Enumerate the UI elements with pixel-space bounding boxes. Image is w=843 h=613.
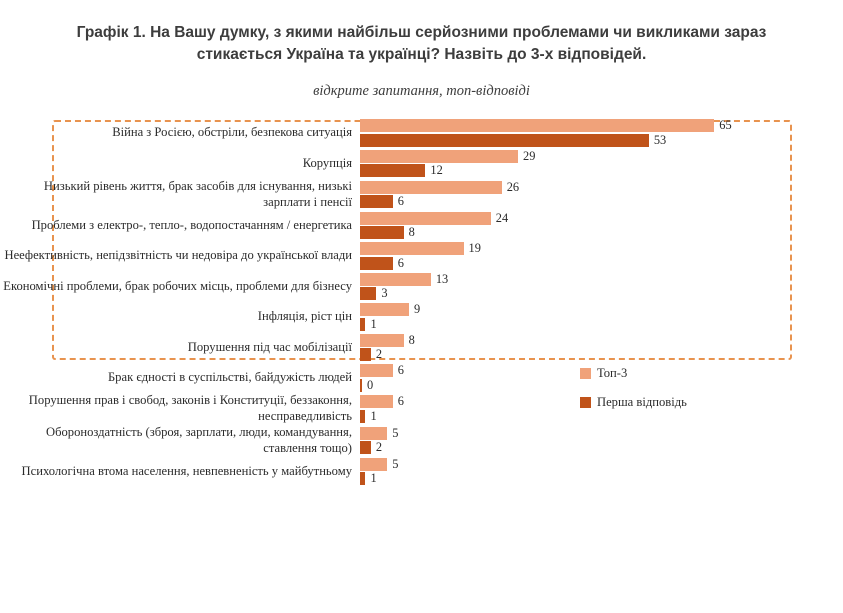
legend-label-first: Перша відповідь <box>597 394 687 409</box>
bar-group <box>360 210 843 241</box>
bar-value-label: 6 <box>397 255 404 270</box>
legend-swatch-first <box>580 397 591 408</box>
category-label: Проблеми з електро-, тепло-, водопостачанням / енергетика <box>31 217 352 232</box>
bar-group <box>360 118 843 149</box>
chart-row <box>0 241 843 272</box>
category-label: Корупція <box>302 155 352 170</box>
bar-top3 <box>360 273 431 286</box>
bar-line <box>360 226 843 239</box>
bar-group <box>360 179 843 210</box>
category-label: Порушення прав і свобод, законів і Конституції, беззаконня, несправедливість <box>28 393 352 424</box>
bar-value-label: 65 <box>719 118 732 133</box>
category-label: Порушення під час мобілізації <box>187 339 352 354</box>
bar-value-label: 8 <box>408 225 415 240</box>
category-label: Неефективність, непідзвітність чи недовіра до української влади <box>4 248 352 263</box>
bar-top3 <box>360 427 387 440</box>
chart-row <box>0 456 843 487</box>
bar-first <box>360 410 365 423</box>
bar-first <box>360 441 371 454</box>
chart-row <box>0 118 843 149</box>
bar-value-label: 24 <box>495 210 509 225</box>
bar-first <box>360 226 404 239</box>
bar-group <box>360 456 843 487</box>
bar-line <box>360 318 843 331</box>
bar-line <box>360 458 843 471</box>
bar-value-label: 29 <box>523 148 536 163</box>
bar-top3 <box>360 334 404 347</box>
bar-value-label: 9 <box>414 302 421 317</box>
bar-line <box>360 348 843 361</box>
bar-group <box>360 302 843 333</box>
bar-line <box>360 181 843 194</box>
legend-label-top3: Топ-3 <box>597 365 628 380</box>
bar-first <box>360 134 649 147</box>
bar-top3 <box>360 212 491 225</box>
bar-value-label: 1 <box>370 408 377 423</box>
bar-line <box>360 242 843 255</box>
bar-value-label: 19 <box>468 241 481 256</box>
bar-top3 <box>360 458 387 471</box>
bar-value-label: 2 <box>375 440 383 455</box>
bar-first <box>360 164 425 177</box>
bar-value-label: 5 <box>392 425 399 440</box>
chart-row <box>0 332 843 363</box>
chart-row <box>0 363 843 394</box>
bar-value-label: 1 <box>370 471 377 486</box>
bar-value-label: 8 <box>408 332 415 347</box>
bar-line <box>360 334 843 347</box>
category-label: Обороноздатність (зброя, зарплати, люди, командування, ставлення тощо) <box>45 424 352 455</box>
chart-row <box>0 302 843 333</box>
legend-item-first <box>580 395 687 410</box>
bar-first <box>360 318 365 331</box>
bar-top3 <box>360 119 714 132</box>
bar-top3 <box>360 395 393 408</box>
bar-value-label: 6 <box>397 394 404 409</box>
bar-line <box>360 134 843 147</box>
bar-top3 <box>360 150 518 163</box>
bar-line <box>360 195 843 208</box>
bar-line <box>360 441 843 454</box>
bar-line <box>360 164 843 177</box>
bar-first <box>360 348 371 361</box>
chart-row <box>0 393 843 424</box>
category-label: Інфляція, ріст цін <box>257 309 352 324</box>
bar-line <box>360 257 843 270</box>
bar-group <box>360 332 843 363</box>
bar-value-label: 6 <box>397 194 404 209</box>
bar-first <box>360 379 362 392</box>
category-label: Психологічна втома населення, невпевненість у майбутньому <box>21 463 352 478</box>
bar-group <box>360 271 843 302</box>
bar-first <box>360 257 393 270</box>
legend-item-top3 <box>580 366 687 381</box>
category-label: Низький рівень життя, брак засобів для існування, низькі зарплати і пенсії <box>43 178 352 209</box>
bar-rows <box>0 118 843 487</box>
page-title: Графік 1. На Вашу думку, з якими найбільш серйозними проблемами чи викликами зараз стикається Україна та українці? Назвіть до 3-х відповідей. <box>76 24 767 64</box>
bar-group <box>360 241 843 272</box>
legend-swatch-top3 <box>580 368 591 379</box>
bar-first <box>360 472 365 485</box>
bar-top3 <box>360 364 393 377</box>
bar-value-label: 12 <box>430 163 443 178</box>
category-label: Економічні проблеми, брак робочих місць, проблеми для бізнесу <box>3 278 352 293</box>
bar-top3 <box>360 242 464 255</box>
bar-value-label: 13 <box>435 271 449 286</box>
bar-line <box>360 427 843 440</box>
category-label: Брак єдності в суспільстві, байдужість людей <box>107 370 352 385</box>
bar-line <box>360 273 843 286</box>
bar-value-label: 26 <box>506 179 520 194</box>
bar-group <box>360 148 843 179</box>
chart-row <box>0 210 843 241</box>
chart-row <box>0 425 843 456</box>
chart-row <box>0 271 843 302</box>
bar-line <box>360 150 843 163</box>
bar-top3 <box>360 303 409 316</box>
bar-value-label: 6 <box>397 363 404 378</box>
bar-value-label: 3 <box>381 286 388 301</box>
bar-line <box>360 287 843 300</box>
bar-line <box>360 472 843 485</box>
bar-first <box>360 287 376 300</box>
bar-group <box>360 425 843 456</box>
chart-row <box>0 148 843 179</box>
category-label: Війна з Росією, обстріли, безпекова ситуація <box>112 125 352 140</box>
chart-area <box>0 118 843 558</box>
page-subtitle: відкрите запитання, топ-відповіді <box>313 82 530 99</box>
bar-line <box>360 212 843 225</box>
bar-line <box>360 303 843 316</box>
bar-first <box>360 195 393 208</box>
chart-legend <box>580 366 687 424</box>
bar-top3 <box>360 181 502 194</box>
chart-row <box>0 179 843 210</box>
bar-value-label: 2 <box>375 347 383 362</box>
bar-line <box>360 119 843 132</box>
bar-value-label: 5 <box>392 456 399 471</box>
bar-value-label: 0 <box>367 377 374 392</box>
bar-value-label: 53 <box>653 132 667 147</box>
bar-value-label: 1 <box>370 316 377 331</box>
